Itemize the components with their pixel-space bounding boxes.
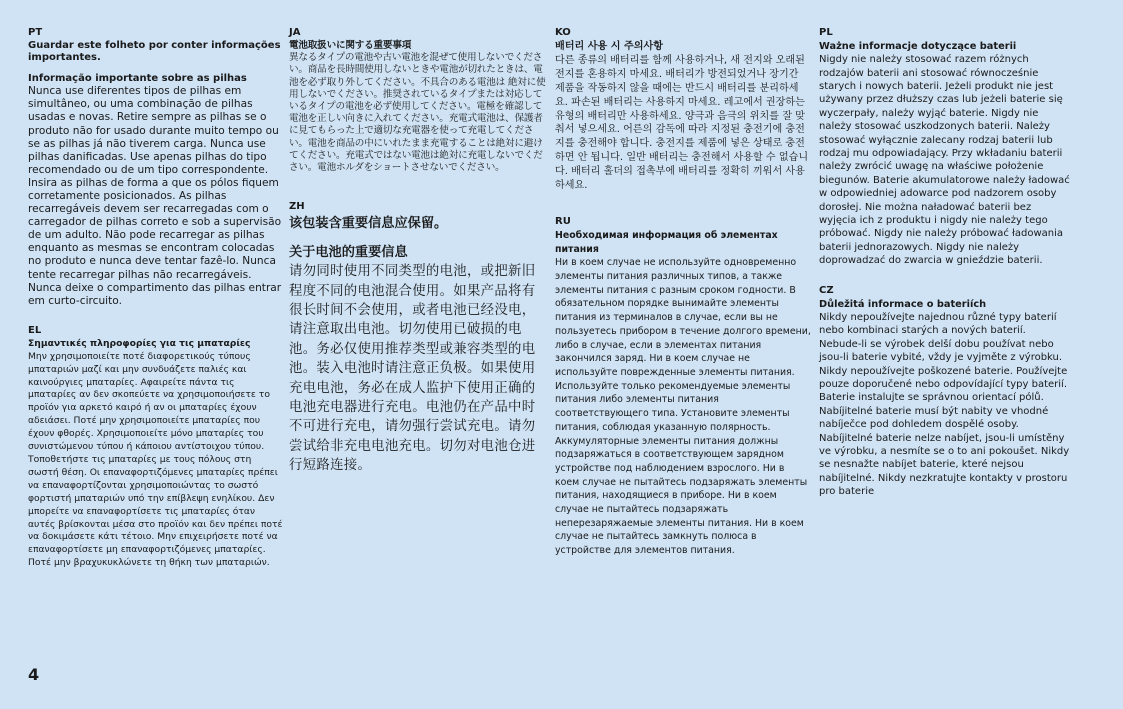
section-heading-el: Σημαντικές πληροφορίες για τις μπαταρίες	[28, 337, 251, 349]
section-heading-ja: 電池取扱いに関する重要事項	[289, 40, 412, 51]
column-2	[289, 26, 547, 492]
language-code-cz: CZ	[819, 284, 834, 296]
section-body-zh: 请勿同时使用不同类型的电池，或把新旧程度不同的电池混合使用。如果产品将有很长时间不会使用，或者电池已经没电，请注意取出电池。切勿使用已破损的电池。务必仅使用推荐类型或兼容类型的电池。装入电池时请注意正负极。如果使用充电电池，务必在成人监护下使用正确的电池充电器进行充电。电池仍在产品中时不可进行充电，请勿强行尝试充电。请勿尝试给非充电电池充电。切勿对电池仓进行短路连接。	[289, 264, 536, 474]
section-ru	[555, 215, 811, 558]
leaflet-keep-notice-pt: Guardar este folheto por conter informações importantes.	[28, 40, 281, 64]
section-body-ja: 異なるタイプの電池や古い電池を混ぜて使用しないでください。商品を長時間使用しないときや電池が切れたときは、電池を必ず取り外してください。不具合のある電池は 絶対に使用しないでください。推奨されているタイプまたは対応しているタイプの電池を必ず使用してください。電極を確認して電池を正しい向きに入れてください。充電式電池は、保護者に見てもらった上で適切な充電器を使って充電してください。電池を商品の中にいれたまま充電することは絶対に避けてください。充電式ではない電池は絶対に充電しないでください。電池ホルダをショートさせないでください。	[289, 52, 546, 174]
column-3	[555, 26, 811, 574]
page-number: 4	[28, 665, 40, 684]
section-body-ko: 다른 종류의 배터리를 함께 사용하거나, 새 전지와 오래된 전지를 혼용하지 마세요. 배터리가 방전되었거나 장기간 제품을 작동하지 않을 때에는 반드시 배터리를 분리하세요. 파손된 배터리는 사용하지 마세요. 레고에서 권장하는 유형의 배터리만 사용하세요. 양극과 음극의 위치를 잘 맞춰서 넣으세요. 어른의 감독에 따라 지정된 충전기에 충전지를 충전해야 합니다. 충전지를 제품에 넣은 상태로 충전하면 안 됩니다. 일반 배터리는 충전해서 사용할 수 없습니다. 배터리 홀더의 접촉부에 배터리를 정확히 끼워서 사용하세요.	[555, 54, 809, 192]
section-pl	[819, 26, 1071, 268]
section-cz	[819, 284, 1071, 499]
section-body-pt: Nunca use diferentes tipos de pilhas em simultâneo, ou uma combinação de pilhas usadas e novas. Retire sempre as pilhas se o produto não for usado durante muito tempo ou se as pilhas já não tiverem carga. Nunca use pilhas danificadas. Use apenas pilhas do tipo recomendado ou de um tipo correspondente. Insira as pilhas de forma a que os pólos fiquem corretamente posicionados. As pilhas recarregáveis devem ser recarregadas com o carregador de pilhas correto e sob a supervisão de um adulto. Não pode recarregar as pilhas enquanto as mesmas se encontram colocadas no produto e nunca deve tentar fazê-lo. Nunca tente recarregar pilhas não recarregáveis. Nunca deixe o compartimento das pilhas entrar em curto-circuito.	[28, 85, 282, 307]
section-heading-ru: Необходимая информация об элементах питания	[555, 229, 778, 255]
section-heading-pt: Informação importante sobre as pilhas	[28, 72, 247, 84]
section-heading-cz: Důležitá informace o bateriích	[819, 298, 987, 310]
section-body-ru: Ни в коем случае не используйте одновременно элементы питания различных типов, а также элементы питания с разным сроком годности. В обязательном порядке вынимайте элементы питания из терминалов в случае, если вы не пользуетесь прибором в течение долгого времени, либо в случае, если в элементах питания закончился заряд. Ни в коем случае не используйте поврежденные элементы питания. Используйте только рекомендуемые элементы питания либо элементы питания соответствующего типа. Установите элементы питания, соблюдая указанную полярность. Аккумуляторные элементы питания должны подзаряжаться в соответствующем зарядном устройстве под наблюдением взрослого. Ни в коем случае не пытайтесь подзаряжать элементы питания, находящиеся в приборе. Ни в коем случае не пытайтесь подзаряжать неперезаряжаемые элементы питания. Ни в коем случае не пытайтесь замкнуть полюса в устройстве для элементов питания.	[555, 257, 811, 557]
column-4	[819, 26, 1071, 515]
leaflet-keep-notice-zh: 该包装含重要信息应保留。	[289, 216, 448, 232]
section-body-pl: Nigdy nie należy stosować razem różnych rodzajów baterii ani stosować równocześnie starych i nowych baterii. Jeżeli produkt nie jest używany przez dłuższy czas lub jeżeli baterie się wyczerpały, należy wyjąć baterie. Nigdy nie należy stosować uszkodzonych baterii. Należy stosować wyłącznie zalecany rodzaj baterii lub rodzaj mu odpowiadający. Przy wkładaniu baterii należy zwrócić uwagę na właściwe położenie biegunów. Baterie akumulatorowe należy ładować w odpowiedniej adowarce pod nadzorem osoby dorosłej. Nie można naładować baterii bez wyjęcia ich z produktu i nigdy nie należy tego próbować. Nigdy nie należy próbować ładowania baterii jednorazowych. Nigdy nie należy doprowadzać do zwarcia w gnieździe baterii.	[819, 54, 1070, 267]
section-pt	[28, 26, 284, 308]
section-ko	[555, 26, 811, 193]
language-code-ru: RU	[555, 215, 571, 227]
language-code-ko: KO	[555, 27, 571, 38]
language-code-ja: JA	[289, 27, 301, 38]
column-1	[28, 26, 284, 586]
section-body-el: Μην χρησιμοποιείτε ποτέ διαφορετικούς τύπους μπαταριών μαζί και μην συνδυάζετε παλιές και καινούργιες μπαταρίες. Αφαιρείτε πάντα τις μπαταρίες αν δεν σκοπεύετε να χρησιμοποιήσετε το προϊόν για αρκετό καιρό ή αν οι μπαταρίες έχουν αδειάσει. Ποτέ μην χρησιμοποιείτε μπαταρίες που έχουν φθορές. Χρησιμοποιείτε μόνο μπαταρίες του συνιστώμενου τύπου ή κάποιου αντίστοιχου τύπου. Τοποθετήστε τις μπαταρίες με τους πόλους στη σωστή θέση. Οι επαναφορτιζόμενες μπαταρίες πρέπει να επαναφορτίζονται χρησιμοποιώντας το σωστό φορτιστή μπαταριών υπό την επίβλεψη ενηλίκου. Δεν μπορείτε να επαναφορτίσετε τις μπαταρίες όταν αυτές βρίσκονται μέσα στο προϊόν και δεν πρέπει ποτέ να δοκιμάσετε κάτι τέτοιο. Μην επιχειρήσετε ποτέ να επαναφορτίσετε μη επαναφορτιζόμενες μπαταρίες. Ποτέ μην βραχυκυκλώνετε τη θήκη των μπαταριών.	[28, 350, 283, 569]
language-code-zh: ZH	[289, 201, 305, 213]
section-heading-pl: Ważne informacje dotyczące baterii	[819, 41, 1017, 52]
section-el	[28, 324, 284, 570]
language-code-pt: PT	[28, 27, 43, 38]
language-code-el: EL	[28, 324, 42, 336]
section-heading-ko: 배터리 사용 시 주의사항	[555, 41, 664, 52]
section-ja	[289, 26, 547, 174]
section-body-cz: Nikdy nepoužívejte najednou různé typy baterií nebo kombinaci starých a nových baterií. Nebude-li se výrobek delší dobu používat nebo jsou-li baterie vybité, vždy je vyjměte z výrobku. Nikdy nepoužívejte poškozené baterie. Používejte pouze doporučené nebo odpovídající typy baterií. Baterie instalujte se správnou orientací pólů. Nabíjitelné baterie musí být nabity ve vhodné nabíječce pod dohledem dospělé osoby. Nabíjitelné baterie nelze nabíjet, jsou-li umístěny ve výrobku, a nesmíte se o to ani pokoušet. Nikdy se nesnažte nabíjet baterie, které nejsou nabíjitelné. Nikdy nezkratujte kontakty v prostoru pro baterie	[819, 311, 1070, 498]
section-zh	[289, 200, 547, 475]
language-code-pl: PL	[819, 27, 833, 38]
section-heading-zh: 关于电池的重要信息	[289, 245, 408, 261]
